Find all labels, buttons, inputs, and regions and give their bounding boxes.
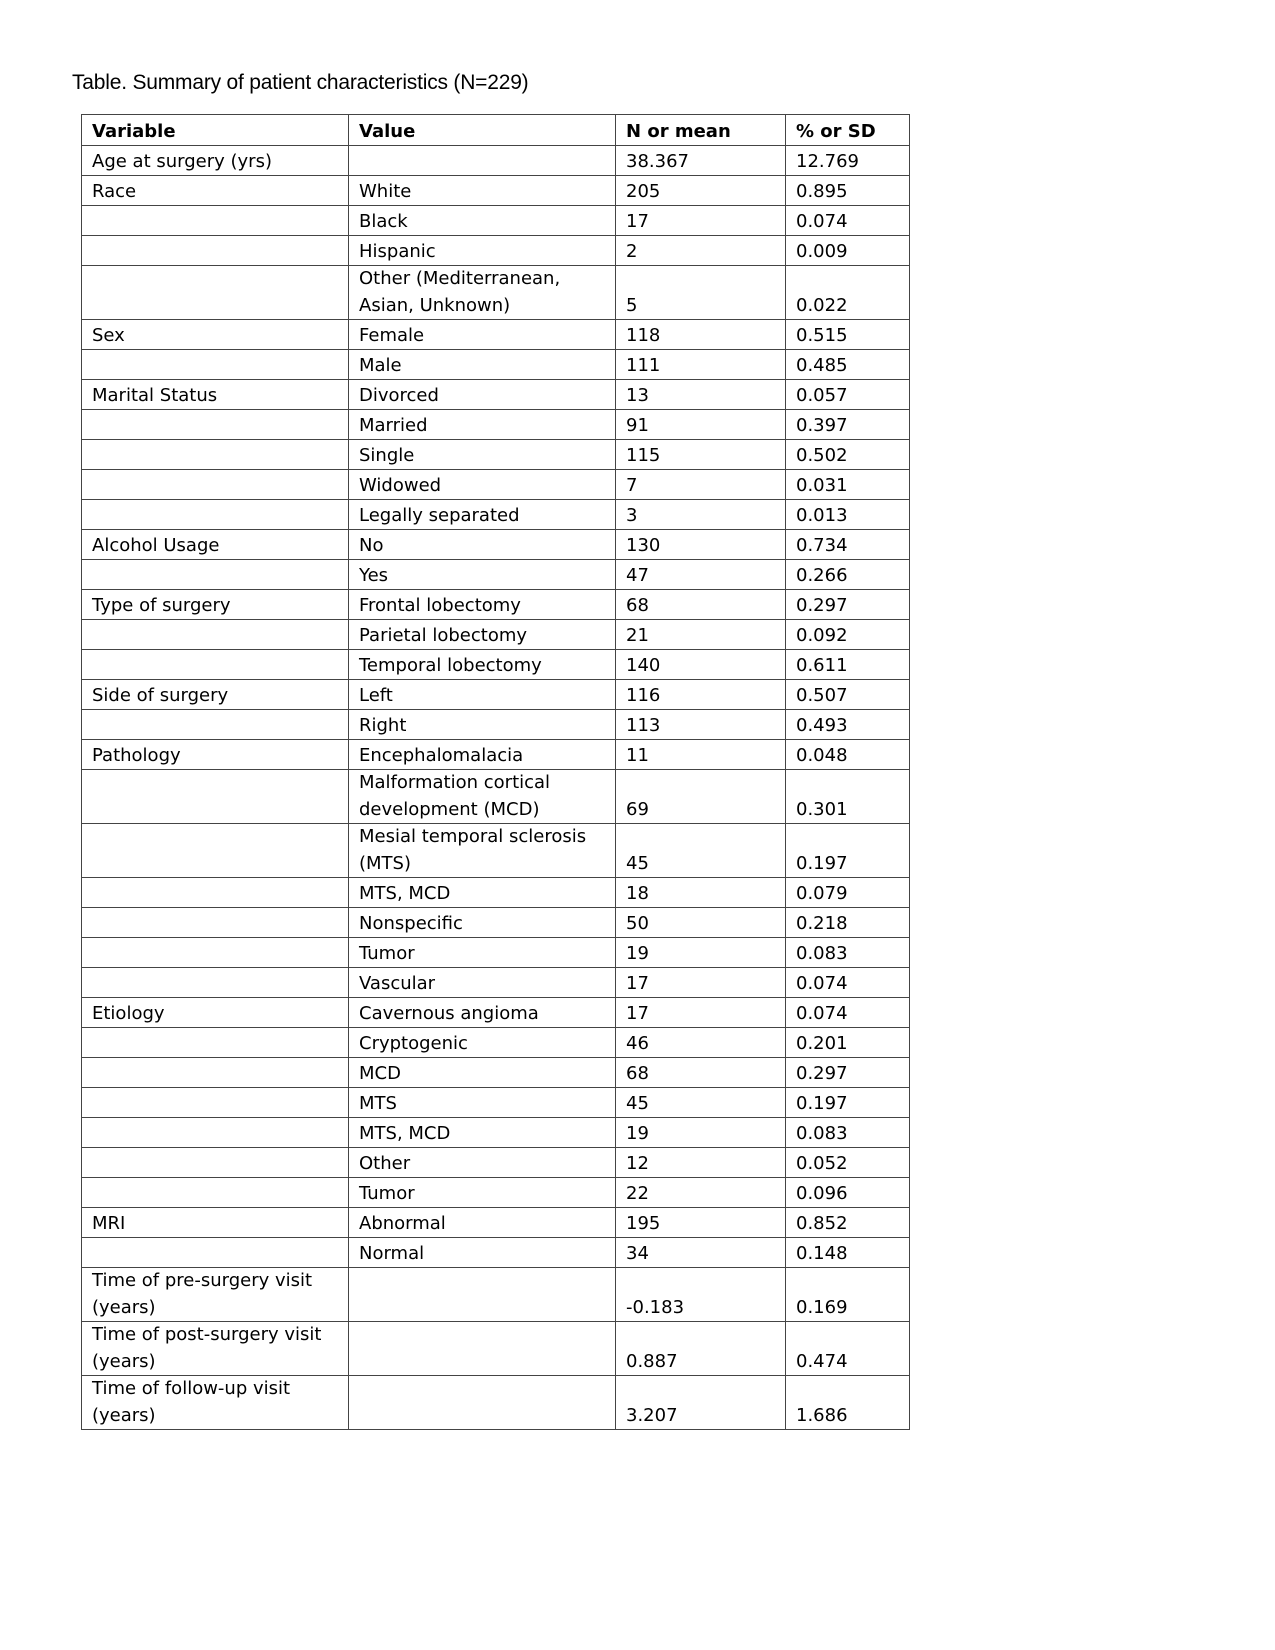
cell-pct-or-sd: 0.009 [786,236,910,266]
table-row [82,1376,910,1430]
cell-pct-or-sd: 0.266 [786,560,910,590]
table-row [82,146,910,176]
header-pct-or-sd: % or SD [786,115,910,146]
cell-value: Abnormal [349,1208,616,1238]
cell-variable [82,266,349,320]
cell-n-or-mean: 5 [616,266,786,320]
cell-value: Frontal lobectomy [349,590,616,620]
cell-value: Temporal lobectomy [349,650,616,680]
cell-n-or-mean: 47 [616,560,786,590]
cell-variable [82,410,349,440]
cell-pct-or-sd: 1.686 [786,1376,910,1430]
cell-variable: Type of surgery [82,590,349,620]
cell-pct-or-sd: 12.769 [786,146,910,176]
cell-value: Encephalomalacia [349,740,616,770]
table-row [82,740,910,770]
cell-variable [82,1118,349,1148]
cell-variable [82,968,349,998]
cell-variable: Alcohol Usage [82,530,349,560]
cell-n-or-mean: 115 [616,440,786,470]
table-row [82,968,910,998]
cell-variable: Time of post-surgery visit (years) [82,1322,349,1376]
cell-n-or-mean: 2 [616,236,786,266]
header-n-or-mean: N or mean [616,115,786,146]
cell-variable: MRI [82,1208,349,1238]
cell-pct-or-sd: 0.474 [786,1322,910,1376]
table-row [82,1238,910,1268]
cell-pct-or-sd: 0.297 [786,590,910,620]
cell-pct-or-sd: 0.083 [786,1118,910,1148]
cell-n-or-mean: 91 [616,410,786,440]
cell-value: Yes [349,560,616,590]
cell-value: Male [349,350,616,380]
cell-value: Malformation cortical development (MCD) [349,770,616,824]
cell-variable [82,350,349,380]
cell-n-or-mean: 7 [616,470,786,500]
cell-n-or-mean: 0.887 [616,1322,786,1376]
cell-variable [82,1088,349,1118]
table-row [82,1148,910,1178]
table-row [82,1268,910,1322]
cell-n-or-mean: 19 [616,1118,786,1148]
cell-pct-or-sd: 0.218 [786,908,910,938]
cell-pct-or-sd: 0.022 [786,266,910,320]
cell-variable [82,710,349,740]
cell-n-or-mean: 45 [616,1088,786,1118]
cell-pct-or-sd: 0.031 [786,470,910,500]
table-row [82,440,910,470]
table-row [82,620,910,650]
cell-pct-or-sd: 0.515 [786,320,910,350]
cell-value: Cryptogenic [349,1028,616,1058]
cell-value: Married [349,410,616,440]
cell-pct-or-sd: 0.201 [786,1028,910,1058]
header-variable: Variable [82,115,349,146]
cell-pct-or-sd: 0.092 [786,620,910,650]
cell-n-or-mean: 12 [616,1148,786,1178]
cell-n-or-mean: 11 [616,740,786,770]
cell-pct-or-sd: 0.197 [786,824,910,878]
table-row [82,500,910,530]
cell-value: Left [349,680,616,710]
cell-pct-or-sd: 0.079 [786,878,910,908]
table-row [82,824,910,878]
cell-pct-or-sd: 0.074 [786,998,910,1028]
cell-pct-or-sd: 0.083 [786,938,910,968]
table-row [82,590,910,620]
cell-n-or-mean: 116 [616,680,786,710]
cell-variable [82,1238,349,1268]
cell-pct-or-sd: 0.502 [786,440,910,470]
cell-variable [82,770,349,824]
cell-variable [82,1058,349,1088]
table-row [82,1208,910,1238]
cell-value: Widowed [349,470,616,500]
cell-n-or-mean: 17 [616,206,786,236]
cell-pct-or-sd: 0.148 [786,1238,910,1268]
cell-pct-or-sd: 0.301 [786,770,910,824]
cell-pct-or-sd: 0.013 [786,500,910,530]
cell-value: Cavernous angioma [349,998,616,1028]
cell-n-or-mean: 50 [616,908,786,938]
cell-value: Other [349,1148,616,1178]
cell-value: Tumor [349,938,616,968]
cell-n-or-mean: 118 [616,320,786,350]
cell-pct-or-sd: 0.895 [786,176,910,206]
cell-n-or-mean: 19 [616,938,786,968]
table-row [82,680,910,710]
cell-variable [82,1148,349,1178]
cell-n-or-mean: 113 [616,710,786,740]
table-row [82,650,910,680]
cell-pct-or-sd: 0.096 [786,1178,910,1208]
header-row [82,115,910,146]
cell-pct-or-sd: 0.852 [786,1208,910,1238]
cell-variable: Etiology [82,998,349,1028]
cell-value [349,146,616,176]
cell-value: MTS [349,1088,616,1118]
cell-pct-or-sd: 0.074 [786,206,910,236]
cell-pct-or-sd: 0.485 [786,350,910,380]
cell-n-or-mean: 195 [616,1208,786,1238]
cell-pct-or-sd: 0.052 [786,1148,910,1178]
cell-variable [82,938,349,968]
cell-n-or-mean: 17 [616,998,786,1028]
cell-n-or-mean: 22 [616,1178,786,1208]
table-row [82,470,910,500]
cell-value: White [349,176,616,206]
cell-variable: Race [82,176,349,206]
table-row [82,1088,910,1118]
table-row [82,878,910,908]
cell-value [349,1376,616,1430]
cell-pct-or-sd: 0.048 [786,740,910,770]
cell-value: MCD [349,1058,616,1088]
cell-value: Parietal lobectomy [349,620,616,650]
cell-value: Female [349,320,616,350]
table-row [82,1118,910,1148]
cell-pct-or-sd: 0.197 [786,1088,910,1118]
cell-variable: Time of pre-surgery visit (years) [82,1268,349,1322]
cell-value: Tumor [349,1178,616,1208]
cell-pct-or-sd: 0.057 [786,380,910,410]
table-row [82,410,910,440]
cell-value: Black [349,206,616,236]
cell-n-or-mean: 18 [616,878,786,908]
cell-variable [82,1178,349,1208]
table-row [82,770,910,824]
table-row [82,938,910,968]
cell-n-or-mean: 69 [616,770,786,824]
cell-n-or-mean: -0.183 [616,1268,786,1322]
cell-n-or-mean: 21 [616,620,786,650]
cell-value: Mesial temporal sclerosis (MTS) [349,824,616,878]
cell-variable [82,908,349,938]
cell-n-or-mean: 3 [616,500,786,530]
cell-value: Nonspecific [349,908,616,938]
header-value: Value [349,115,616,146]
cell-pct-or-sd: 0.611 [786,650,910,680]
cell-value: Single [349,440,616,470]
cell-variable [82,878,349,908]
table-row [82,710,910,740]
cell-pct-or-sd: 0.493 [786,710,910,740]
cell-value: MTS, MCD [349,1118,616,1148]
cell-pct-or-sd: 0.297 [786,1058,910,1088]
cell-variable [82,236,349,266]
table-caption: Table. Summary of patient characteristics (N=229) [72,71,529,94]
table-body [82,146,910,1430]
cell-variable: Marital Status [82,380,349,410]
cell-n-or-mean: 3.207 [616,1376,786,1430]
table-row [82,380,910,410]
table-row [82,206,910,236]
cell-value [349,1268,616,1322]
cell-n-or-mean: 205 [616,176,786,206]
cell-variable [82,470,349,500]
table-row [82,350,910,380]
cell-value: No [349,530,616,560]
cell-n-or-mean: 34 [616,1238,786,1268]
cell-n-or-mean: 13 [616,380,786,410]
cell-variable [82,824,349,878]
cell-value: Vascular [349,968,616,998]
cell-variable [82,500,349,530]
cell-value: Normal [349,1238,616,1268]
cell-variable [82,206,349,236]
cell-pct-or-sd: 0.074 [786,968,910,998]
table-row [82,1028,910,1058]
cell-pct-or-sd: 0.734 [786,530,910,560]
cell-n-or-mean: 46 [616,1028,786,1058]
patient-characteristics-table [81,114,910,1430]
table-row [82,236,910,266]
cell-value [349,1322,616,1376]
table-row [82,266,910,320]
cell-value: Divorced [349,380,616,410]
cell-variable: Sex [82,320,349,350]
table-row [82,1178,910,1208]
cell-value: Legally separated [349,500,616,530]
cell-n-or-mean: 130 [616,530,786,560]
table-row [82,998,910,1028]
cell-variable [82,650,349,680]
cell-n-or-mean: 17 [616,968,786,998]
table-row [82,320,910,350]
table-row [82,176,910,206]
table-row [82,1322,910,1376]
table-row [82,1058,910,1088]
cell-variable: Time of follow-up visit (years) [82,1376,349,1430]
cell-n-or-mean: 111 [616,350,786,380]
cell-n-or-mean: 68 [616,590,786,620]
cell-n-or-mean: 38.367 [616,146,786,176]
cell-value: Hispanic [349,236,616,266]
cell-value: Other (Mediterranean, Asian, Unknown) [349,266,616,320]
cell-pct-or-sd: 0.169 [786,1268,910,1322]
table-row [82,530,910,560]
cell-n-or-mean: 45 [616,824,786,878]
cell-pct-or-sd: 0.507 [786,680,910,710]
cell-variable: Side of surgery [82,680,349,710]
cell-variable [82,620,349,650]
cell-variable [82,1028,349,1058]
cell-variable [82,560,349,590]
cell-pct-or-sd: 0.397 [786,410,910,440]
cell-n-or-mean: 68 [616,1058,786,1088]
cell-variable: Pathology [82,740,349,770]
cell-variable [82,440,349,470]
cell-value: MTS, MCD [349,878,616,908]
table-row [82,560,910,590]
cell-n-or-mean: 140 [616,650,786,680]
cell-value: Right [349,710,616,740]
cell-variable: Age at surgery (yrs) [82,146,349,176]
table-row [82,908,910,938]
